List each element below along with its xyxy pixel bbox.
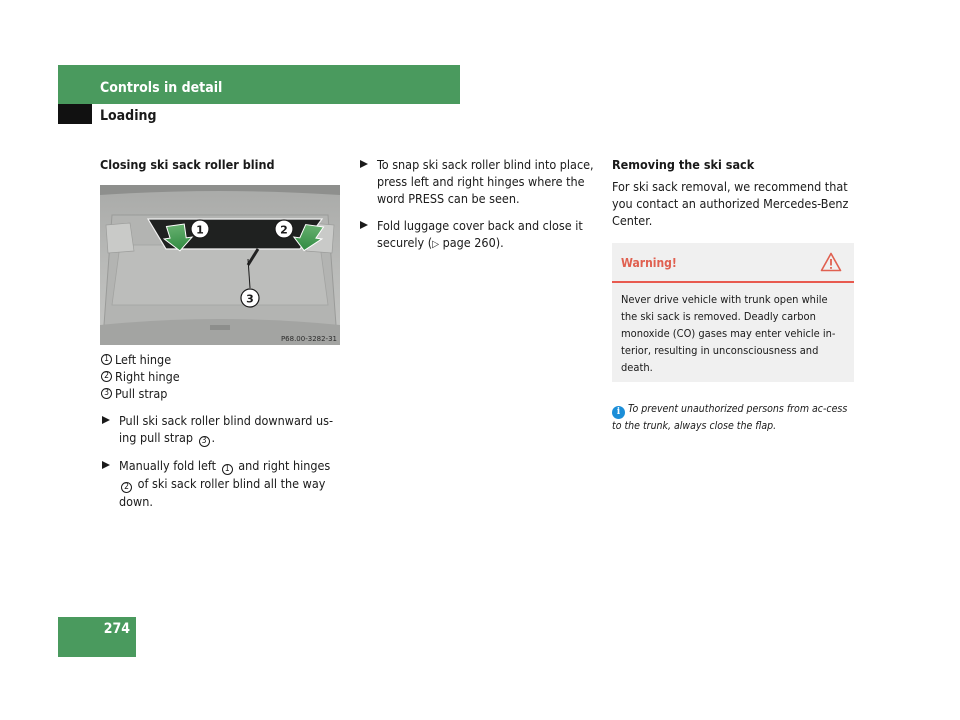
- legend-label: Left hinge: [115, 352, 172, 367]
- ref-num: 3: [199, 436, 210, 447]
- page-ref-arrow-icon: ▷: [432, 239, 440, 250]
- section-marker: [58, 104, 92, 124]
- column-left: [100, 156, 342, 510]
- bullet-arrow-icon: [102, 461, 110, 469]
- warning-title: Warning!: [621, 256, 677, 270]
- roller-blind-heading: Closing ski sack roller blind: [100, 157, 275, 172]
- page-ref-link[interactable]: page 260).: [439, 235, 504, 250]
- step-text: .: [211, 430, 216, 445]
- ref-num: 2: [121, 482, 132, 493]
- step-pull-blind: [100, 412, 342, 447]
- warning-text: Never drive vehicle with trunk open while the ski sack is removed. Deadly carbon monoxide (CO) gases may enter vehicle in-terior, resulting in unconsciousness and death.: [621, 293, 836, 374]
- note-text: To prevent unauthorized persons from ac-cess to the trunk, always close the flap.: [612, 403, 848, 432]
- chapter-header-bar: [58, 65, 460, 104]
- bullet-arrow-icon: [360, 221, 368, 229]
- legend-num: 3: [101, 388, 112, 399]
- step-text: Fold luggage cover back and close it securely (: [377, 218, 583, 250]
- column-right: [612, 156, 854, 433]
- warning-box: [612, 243, 854, 382]
- bullet-arrow-icon: [102, 416, 110, 424]
- step-snap-blind: [358, 156, 598, 207]
- legend-item-pull-strap: [100, 385, 342, 402]
- callout-2: 2: [280, 223, 288, 237]
- warning-triangle-icon: [820, 252, 842, 276]
- section-title: Loading: [100, 108, 157, 124]
- ref-num: 1: [222, 464, 233, 475]
- step-text: To snap ski sack roller blind into place, press left and right hinges where the word PRESS can be seen.: [377, 157, 594, 206]
- trunk-figure: [100, 185, 340, 345]
- step-text: Pull ski sack roller blind downward us-ing pull strap: [119, 413, 334, 445]
- bullet-arrow-icon: [360, 160, 368, 168]
- info-note: [612, 402, 854, 433]
- page-number-box: [58, 617, 136, 657]
- page-number: 274: [103, 621, 130, 637]
- callout-1: 1: [196, 223, 204, 237]
- figure-code: P68.00-3282-31: [280, 335, 337, 343]
- column-middle: [358, 156, 598, 253]
- warning-header: [612, 243, 854, 283]
- step-fold-hinges: [100, 457, 342, 510]
- callout-3: 3: [246, 292, 254, 306]
- legend-item-left-hinge: [100, 351, 342, 368]
- info-icon: i: [612, 406, 625, 419]
- step-text: of ski sack roller blind all the way down.: [119, 476, 326, 509]
- legend-label: Right hinge: [115, 369, 180, 384]
- legend-item-right-hinge: [100, 368, 342, 385]
- step-text: and right hinges: [234, 458, 331, 473]
- removal-body: For ski sack removal, we recommend that you contact an authorized Mercedes-Benz Center.: [612, 179, 849, 228]
- step-text: Manually fold left: [119, 458, 220, 473]
- chapter-title: Controls in detail: [100, 80, 223, 96]
- removing-heading: Removing the ski sack: [612, 157, 755, 172]
- legend-num: 2: [101, 371, 112, 382]
- legend-label: Pull strap: [115, 386, 168, 401]
- legend-num: 1: [101, 354, 112, 365]
- step-fold-cover: [358, 217, 598, 253]
- trunk-illustration: [100, 185, 340, 345]
